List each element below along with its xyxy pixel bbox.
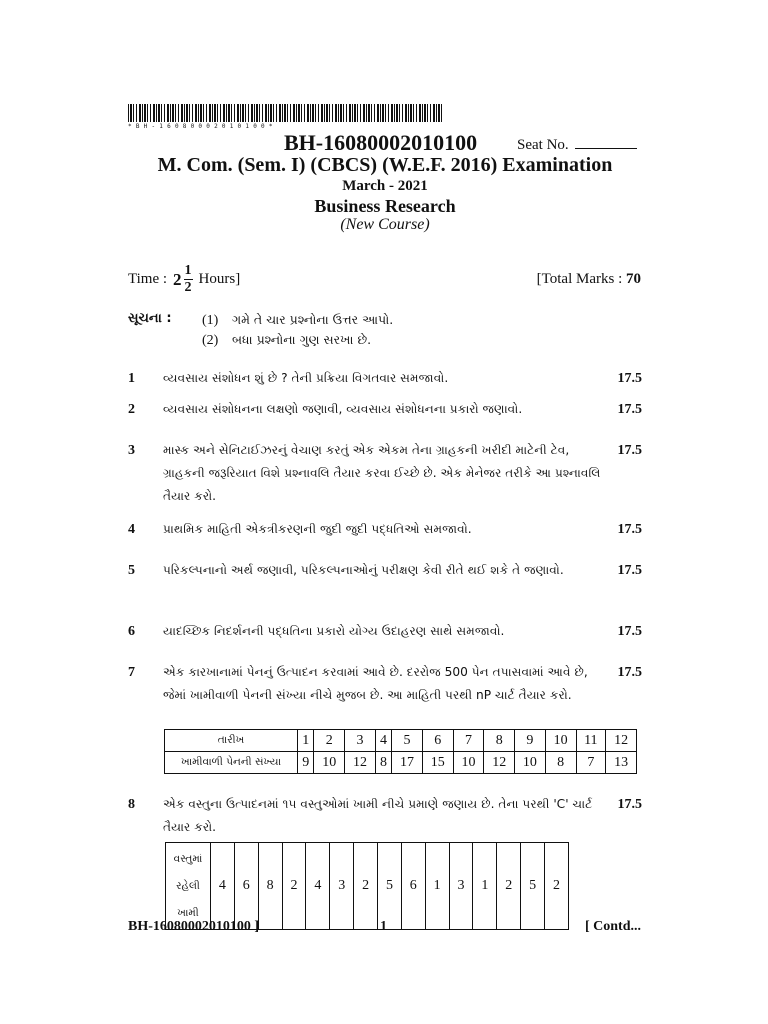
instruction-text: ગમે તે ચાર પ્રશ્નોના ઉત્તર આપો. xyxy=(232,312,394,327)
defect-value-cell: 5 xyxy=(521,843,545,930)
defective-pens-table xyxy=(164,729,637,774)
subject-title: Business Research xyxy=(314,196,456,216)
instructions-label: સૂચના : xyxy=(128,311,172,326)
defect-count-cell: 15 xyxy=(422,752,453,774)
defect-value-cell: 2 xyxy=(354,843,378,930)
exam-title: M. Com. (Sem. I) (CBCS) (W.E.F. 2016) Examination xyxy=(157,154,613,176)
row-header-defects: ખામીવાળી પેનની સંખ્યા xyxy=(165,752,298,774)
time-allowed xyxy=(128,263,240,296)
defect-value-cell: 1 xyxy=(425,843,449,930)
date-cell: 7 xyxy=(453,730,484,752)
question-text: વ્યવસાય સંશોધનના લક્ષણો જણાવી, વ્યવસાય સંશોધનના પ્રકારો જણાવો. xyxy=(163,402,523,416)
defect-value-cell: 1 xyxy=(473,843,497,930)
defect-count-cell: 10 xyxy=(515,752,546,774)
question-number: 1 xyxy=(128,371,135,386)
question-text: એક કારખાનામાં પેનનું ઉત્પાદન કરવામાં આવે છે. દરરોજ 500 પેન તપાસવામાં આવે છે, જેમાં ખામીવાળી પેનની સંખ્યા નીચે મુજબ છે. આ માહિતી પરથી nP ચાર્ટ તૈયાર કરો. xyxy=(163,665,588,702)
row-header-line: રહેલી xyxy=(176,879,200,892)
instruction-item xyxy=(202,332,371,349)
question-marks: 17.5 xyxy=(617,797,642,812)
defect-value-cell: 6 xyxy=(234,843,258,930)
defect-count-cell: 12 xyxy=(345,752,376,774)
defect-value-cell: 6 xyxy=(401,843,425,930)
footer-paper-code: BH-16080002010100 ] xyxy=(128,919,260,934)
defect-count-cell: 7 xyxy=(576,752,606,774)
question-marks: 17.5 xyxy=(617,665,642,680)
row-header-line: ખામી xyxy=(177,906,199,919)
defect-value-cell: 2 xyxy=(282,843,306,930)
defect-count-cell: 17 xyxy=(392,752,423,774)
table-row xyxy=(165,730,637,752)
defect-count-cell: 10 xyxy=(314,752,345,774)
row-header-defects xyxy=(166,843,211,930)
date-cell: 11 xyxy=(576,730,606,752)
question-number: 7 xyxy=(128,665,135,680)
time-whole: 2 xyxy=(173,269,182,289)
defect-count-cell: 9 xyxy=(298,752,314,774)
question-text: એક વસ્તુના ઉત્પાદનમાં ૧૫ વસ્તુઓમાં ખામી નીચે પ્રમાણે જણાય છે. તેના પરથી 'C' ચાર્ટ તૈયાર કરો. xyxy=(163,797,593,834)
exam-month: March - 2021 xyxy=(342,178,428,194)
question-marks: 17.5 xyxy=(617,563,642,578)
defect-count-cell: 8 xyxy=(545,752,576,774)
defect-count-cell: 10 xyxy=(453,752,484,774)
question-text: યાદચ્છિક નિદર્શનની પદ્ધતિના પ્રકારો યોગ્ય ઉદાહરણ સાથે સમજાવો. xyxy=(163,624,505,638)
question-number: 2 xyxy=(128,402,135,417)
date-cell: 3 xyxy=(345,730,376,752)
question-marks: 17.5 xyxy=(617,624,642,639)
defect-value-cell: 3 xyxy=(330,843,354,930)
question-text: માસ્ક અને સેનિટાઈઝરનું વેચાણ કરતું એક એકમ તેના ગ્રાહકની ખરીદી માટેની ટેવ, ગ્રાહકની જરૂરિયાત વિશે પ્રશ્નાવલિ તૈયાર કરવા ઈચ્છે છે. એક મેનેજર તરીકે આ પ્રશ્નાવલિ તૈયાર કરો. xyxy=(163,443,601,503)
defect-value-cell: 8 xyxy=(258,843,282,930)
question-marks: 17.5 xyxy=(617,522,642,537)
instruction-number: (2) xyxy=(202,333,219,348)
seat-number xyxy=(517,137,637,154)
question-marks: 17.5 xyxy=(617,402,642,417)
time-numerator: 1 xyxy=(184,263,192,278)
total-label: [Total Marks : xyxy=(536,271,623,287)
table-row xyxy=(166,843,569,930)
seat-label: Seat No. xyxy=(517,137,569,153)
question-number: 8 xyxy=(128,797,135,812)
defect-value-cell: 3 xyxy=(449,843,473,930)
defect-value-cell: 4 xyxy=(306,843,330,930)
date-cell: 6 xyxy=(422,730,453,752)
question-marks: 17.5 xyxy=(617,371,642,386)
date-cell: 12 xyxy=(606,730,637,752)
question-number: 3 xyxy=(128,443,135,458)
time-unit: Hours] xyxy=(198,271,241,287)
course-type: (New Course) xyxy=(340,216,430,233)
date-cell: 9 xyxy=(515,730,546,752)
row-header-line: વસ્તુમાં xyxy=(173,852,203,865)
date-cell: 1 xyxy=(298,730,314,752)
defect-count-cell: 13 xyxy=(606,752,637,774)
defect-value-cell: 2 xyxy=(497,843,521,930)
continued-label: [ Contd... xyxy=(584,919,641,934)
date-cell: 4 xyxy=(375,730,391,752)
question-number: 5 xyxy=(128,563,135,578)
page-number: 1 xyxy=(380,919,387,934)
table-row xyxy=(165,752,637,774)
date-cell: 2 xyxy=(314,730,345,752)
instruction-item xyxy=(202,312,393,329)
question-text: પરિકલ્પનાનો અર્થ જણાવી, પરિકલ્પનાઓનું પરીક્ષણ કેવી રીતે થઈ શકે તે જણાવો. xyxy=(163,563,564,577)
question-marks: 17.5 xyxy=(617,443,642,458)
date-cell: 5 xyxy=(392,730,423,752)
question-text: પ્રાથમિક માહિતી એકત્રીકરણની જુદી જુદી પદ્ધતિઓ સમજાવો. xyxy=(163,522,472,536)
defect-count-cell: 12 xyxy=(484,752,515,774)
defect-value-cell: 2 xyxy=(545,843,569,930)
defect-count-cell: 8 xyxy=(375,752,391,774)
date-cell: 10 xyxy=(545,730,576,752)
defect-value-cell: 4 xyxy=(211,843,235,930)
instruction-number: (1) xyxy=(202,313,219,328)
time-denominator: 2 xyxy=(184,280,192,295)
total-value: 70 xyxy=(626,271,641,287)
question-number: 6 xyxy=(128,624,135,639)
paper-code: BH-16080002010100 xyxy=(284,130,478,155)
barcode-digits: * B H - 1 6 0 8 0 0 0 2 0 1 0 1 0 0 * xyxy=(128,123,273,130)
time-fraction xyxy=(184,263,193,296)
defect-value-cell: 5 xyxy=(378,843,402,930)
defects-table xyxy=(165,842,569,930)
row-header-date: તારીખ xyxy=(165,730,298,752)
question-number: 4 xyxy=(128,522,135,537)
barcode xyxy=(128,104,442,122)
date-cell: 8 xyxy=(484,730,515,752)
question-text: વ્યવસાય સંશોધન શું છે ? તેની પ્રક્રિયા વિગતવાર સમજાવો. xyxy=(163,371,449,385)
seat-number-blank xyxy=(575,148,637,149)
time-label: Time : xyxy=(128,271,168,287)
total-marks xyxy=(537,271,641,288)
instruction-text: બધા પ્રશ્નોના ગુણ સરખા છે. xyxy=(232,332,372,347)
